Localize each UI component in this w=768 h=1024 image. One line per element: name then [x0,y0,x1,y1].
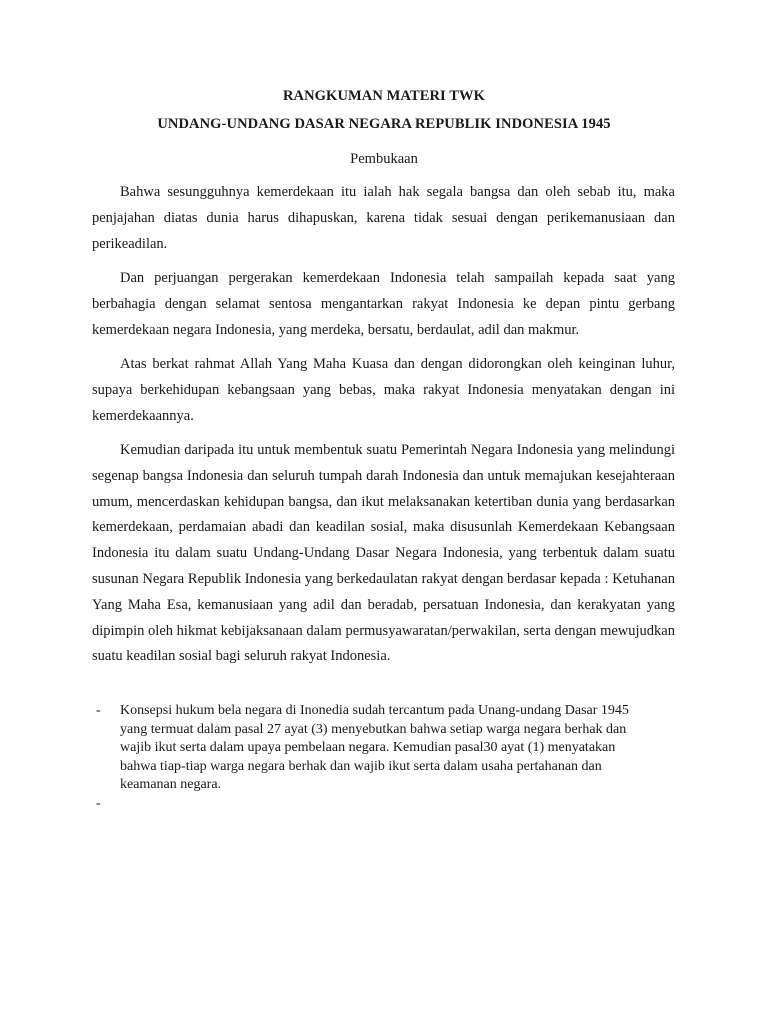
document-subtitle: UNDANG-UNDANG DASAR NEGARA REPUBLIK INDONESIA 1945 [157,116,611,132]
paragraph-1: Bahwa sesungguhnya kemerdekaan itu ialah hak segala bangsa dan oleh sebab itu, maka penjajahan diatas dunia harus dihapuskan, karena tidak sesuai dengan perikemanusiaan dan perikeadilan. [92,184,675,252]
bullet-item-1 [92,702,675,795]
bullet-list [92,702,675,811]
paragraph-4: Kemudian daripada itu untuk membentuk suatu Pemerintah Negara Indonesia yang melindungi segenap bangsa Indonesia dan seluruh tumpah darah Indonesia dan untuk memajukan kesejahteraan umum, mencerdaskan kehidupan bangsa, dan ikut melaksanakan ketertiban dunia yang berdasarkan kemerdekaan, perdamaian abadi dan keadilan sosial, maka disusunlah Kemerdekaan Kebangsaan Indonesia itu dalam suatu Undang-Undang Dasar Negara Indonesia, yang terbentuk dalam suatu susunan Negara Republik Indonesia yang berkedaulatan rakyat dengan berdasar kepada : Ketuhanan Yang Maha Esa, kemanusiaan yang adil dan beradab, persatuan Indonesia, dan kerakyatan yang dipimpin oleh hikmat kebijaksanaan dalam permusyawaratan/perwakilan, serta dengan mewujudkan suatu keadilan sosial bagi seluruh rakyat Indonesia. [92,442,675,665]
bullet-marker: - [96,795,101,811]
paragraph-2: Dan perjuangan pergerakan kemerdekaan Indonesia telah sampailah kepada saat yang berbahagia dengan selamat sentosa mengantarkan rakyat Indonesia ke depan pintu gerbang kemerdekaan negara Indonesia, yang merdeka, bersatu, berdaulat, adil dan makmur. [92,270,675,338]
paragraph-3: Atas berkat rahmat Allah Yang Maha Kuasa dan dengan didorongkan oleh keinginan luhur, supaya berkehidupan kebangsaan yang bebas, maka rakyat Indonesia menyatakan dengan ini kemerdekaannya. [92,356,675,424]
bullet-marker: - [96,703,101,718]
document-title: RANGKUMAN MATERI TWK [282,88,486,104]
bullet-text: Konsepsi hukum bela negara di Inonedia sudah tercantum pada Unang-undang Dasar 1945 yang termuat dalam pasal 27 ayat (3) menyebutkan bahwa setiap warga negara berhak dan wajib ikut serta dalam upaya pembelaan negara. Kemudian pasal30 ayat (1) menyatakan bahwa tiap-tiap warga negara berhak dan wajib ikut serta dalam usaha pertahanan dan keamanan negara. [120,703,629,792]
section-heading: Pembukaan [350,151,418,167]
